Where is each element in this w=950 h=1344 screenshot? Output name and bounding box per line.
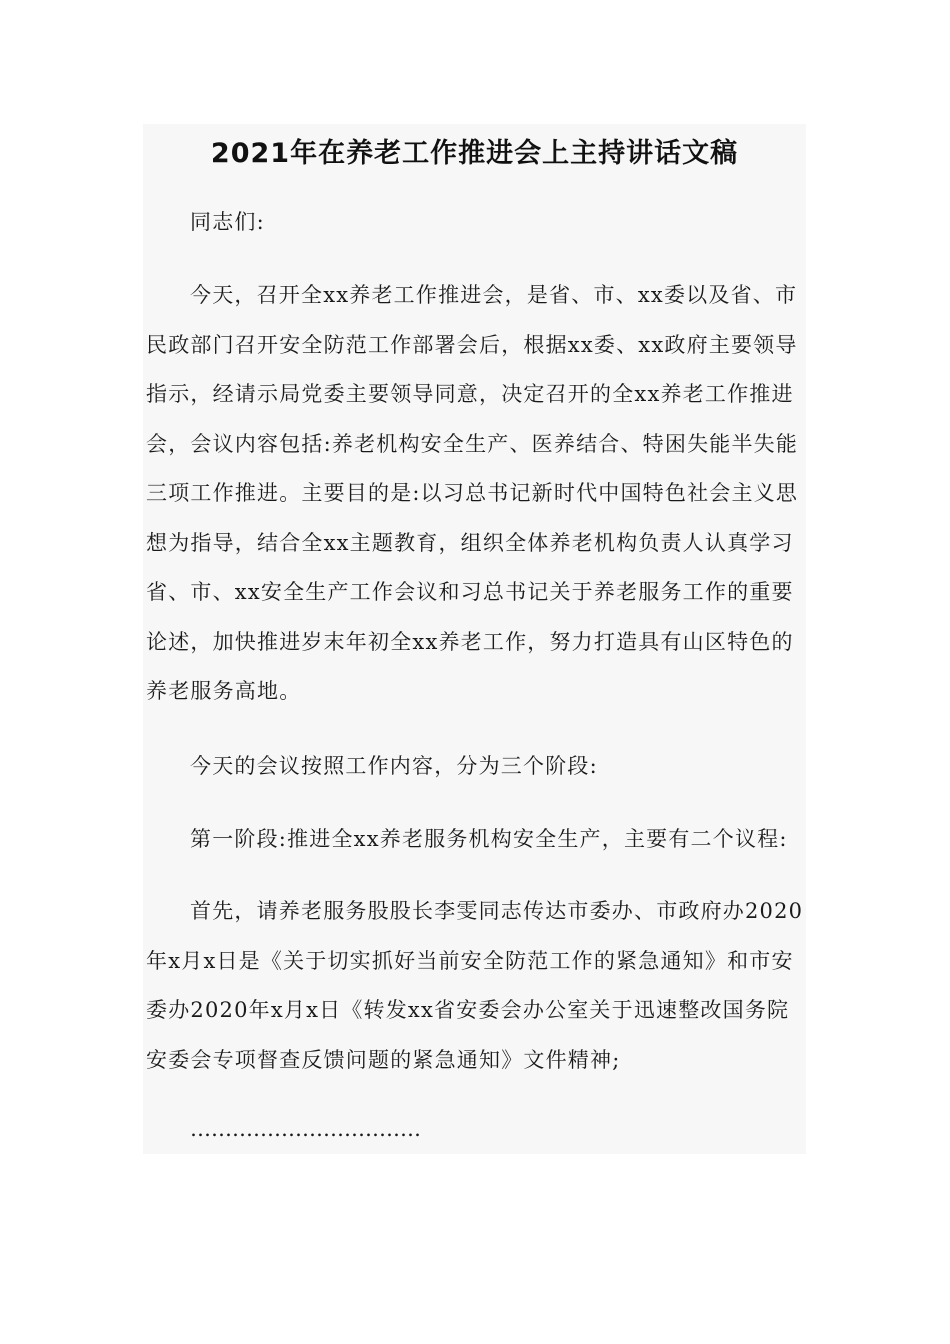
document-title: 2021年在养老工作推进会上主持讲话文稿 xyxy=(210,138,739,169)
stages-paragraph: 今天的会议按照工作内容，分为三个阶段: xyxy=(190,754,598,778)
intro-paragraph: 今天，召开全xx养老工作推进会，是省、市、xx委以及省、市民政部门召开安全防范工作部署会后，根据xx委、xx政府主要领导指示，经请示局党委主要领导同意，决定召开的全xx养老工作推进会，会议内容包括:养老机构安全生产、医养结合、特困失能半失能三项工作推进。主要目的是:以习总书记新时代中国特色社会主义思想为指导，结合全xx主题教育，组织全体养老机构负责人认真学习省、市、xx安全生产工作会议和习总书记关于养老服务工作的重要论述，加快推进岁末年初全xx养老工作，努力打造具有山区特色的养老服务高地。 xyxy=(146,283,799,703)
first-item-paragraph: 首先，请养老服务股股长李雯同志传达市委办、市政府办2020年x月x日是《关于切实抓好当前安全防范工作的紧急通知》和市安委办2020年x月x日《转发xx省安委会办公室关于迅速整改国务院安委会专项督查反馈问题的紧急通知》文件精神; xyxy=(146,899,804,1072)
stage-one-paragraph: 第一阶段:推进全xx养老服务机构安全生产，主要有二个议程: xyxy=(190,827,788,851)
ellipsis-paragraph: …………………………… xyxy=(190,1117,421,1141)
greeting-paragraph: 同志们: xyxy=(190,210,265,234)
